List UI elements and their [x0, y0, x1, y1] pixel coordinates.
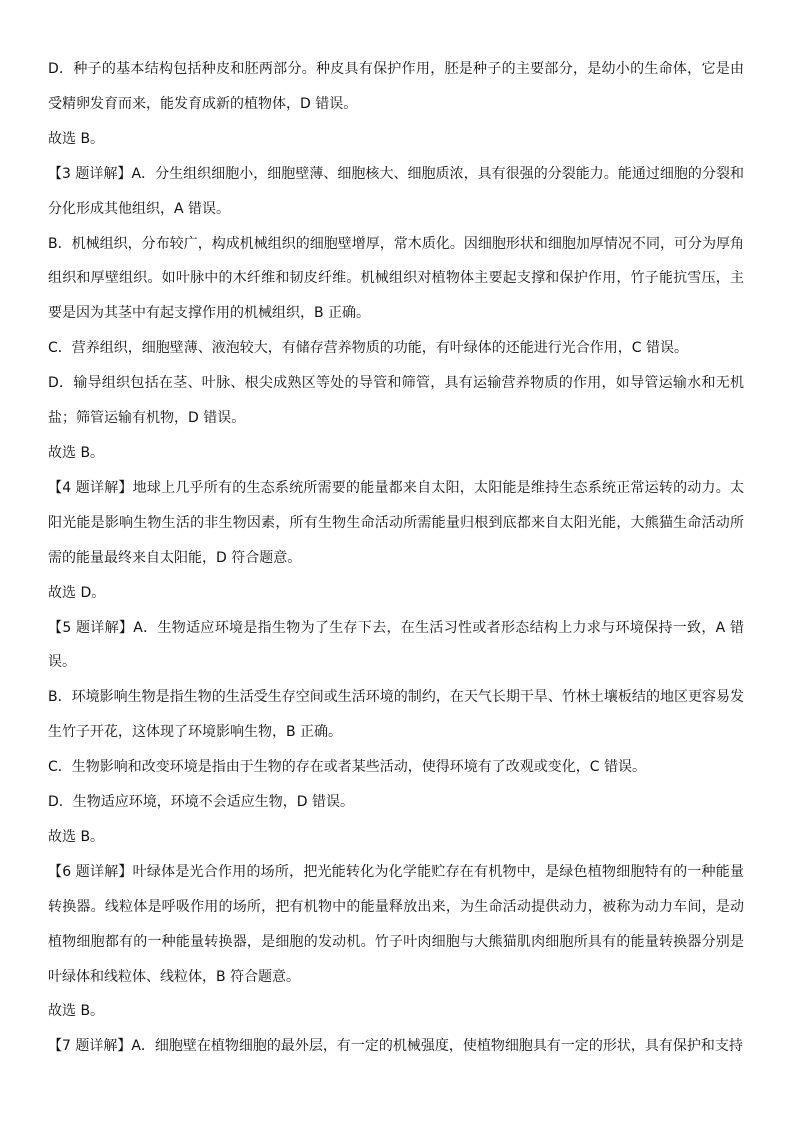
paragraph-q6-explanation: 【6 题详解】叶绿体是光合作用的场所，把光能转化为化学能贮存在有机物中，是绿色植物细胞特有的一种能量转换器。线粒体是呼吸作用的场所，把有机物中的能量释放出来，为生命活动提供动力，被称为动力车间，是动植物细胞都有的一种能量转换器，是细胞的发动机。竹子叶肉细胞与大熊猫肌肉细胞所具有的能量转换器分别是叶绿体和线粒体、线粒体，B 符合题意。 [48, 863, 744, 985]
paragraph-q7-option-a: 【7 题详解】A．细胞壁在植物细胞的最外层，有一定的机械强度，使植物细胞具有一定的形状，具有保护和支持 [48, 1038, 743, 1055]
paragraph-option-d-seed-structure: D．种子的基本结构包括种皮和胚两部分。种皮具有保护作用，胚是种子的主要部分，是幼小的生命体，它是由受精卵发育而来，能发育成新的植物体，D 错误。 [48, 61, 744, 112]
paragraph-q5-option-d: D．生物适应环境，环境不会适应生物，D 错误。 [48, 794, 355, 811]
paragraph-q5-option-b: B．环境影响生物是指生物的生活受生存空间或生活环境的制约，在天气长期干旱、竹林土壤板结的地区更容易发生竹子开花，这体现了环境影响生物，B 正确。 [48, 689, 744, 741]
paragraph-answer-q3: 故选 B。 [48, 444, 105, 461]
paragraph-answer-q2: 故选 B。 [48, 130, 105, 147]
paragraph-q5-option-a: 【5 题详解】A．生物适应环境是指生物为了生存下去，在生活习性或者形态结构上力求与环境保持一致，A 错误。 [48, 619, 744, 671]
paragraph-q3-option-a: 【3 题详解】A．分生组织细胞小，细胞壁薄、细胞核大、细胞质浓，具有很强的分裂能力。能通过细胞的分裂和分化形成其他组织，A 错误。 [48, 165, 744, 217]
paragraph-q3-option-b: B．机械组织，分布较广，构成机械组织的细胞壁增厚，常木质化。因细胞形状和细胞加厚情况不同，可分为厚角组织和厚壁组织。如叶脉中的木纤维和韧皮纤维。机械组织对植物体主要起支撑和保护作用，竹子能抗雪压，主要是因为其茎中有起支撑作用的机械组织，B 正确。 [48, 235, 744, 322]
paragraph-answer-q6: 故选 B。 [48, 1003, 105, 1020]
paragraph-q5-option-c: C．生物影响和改变环境是指由于生物的存在或者某些活动，使得环境有了改观或变化，C 错误。 [48, 759, 646, 776]
paragraph-q4-explanation: 【4 题详解】地球上几乎所有的生态系统所需要的能量都来自太阳，太阳能是维持生态系统正常运转的动力。太阳光能是影响生物生活的非生物因素，所有生物生命活动所需能量归根到底都来自太阳光能，大熊猫生命活动所需的能量最终来自太阳能，D 符合题意。 [48, 479, 744, 566]
document-body [48, 52, 744, 1064]
paragraph-answer-q4: 故选 D。 [48, 584, 106, 601]
paragraph-q3-option-c: C．营养组织，细胞壁薄、液泡较大，有储存营养物质的功能，有叶绿体的还能进行光合作用，C 错误。 [48, 340, 688, 357]
paragraph-answer-q5: 故选 B。 [48, 828, 105, 845]
paragraph-q3-option-d: D．输导组织包括在茎、叶脉、根尖成熟区等处的导管和筛管，具有运输营养物质的作用，如导管运输水和无机盐；筛管运输有机物，D 错误。 [48, 375, 744, 427]
